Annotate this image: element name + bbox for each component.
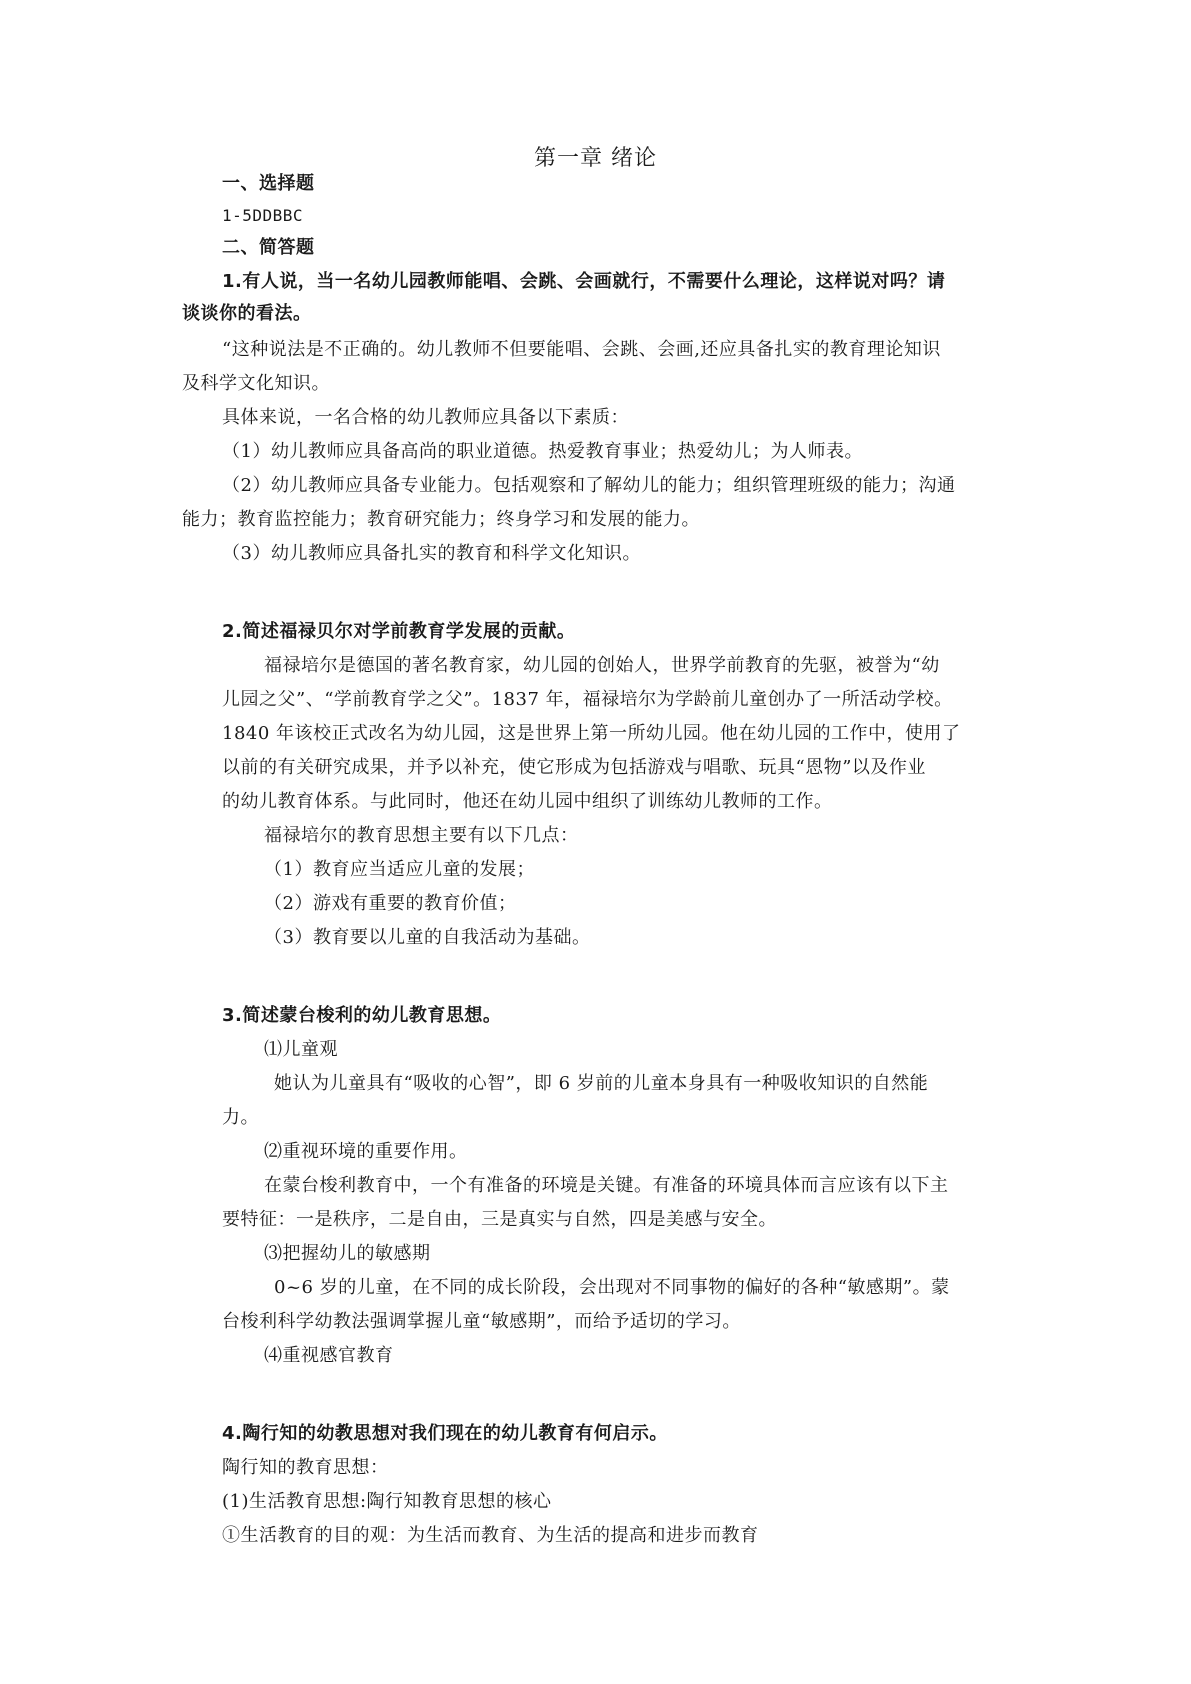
chapter-title: 第一章 绪论 bbox=[534, 146, 657, 171]
q1-paragraph2: 具体来说，一名合格的幼儿教师应具备以下素质： bbox=[222, 407, 629, 428]
q2-paragraph1-line5: 的幼儿教育体系。与此同时，他还在幼儿园中组织了训练幼儿教师的工作。 bbox=[222, 791, 833, 812]
section-heading-short-answer: 二、简答题 bbox=[222, 237, 315, 258]
q3-heading2: ⑵重视环境的重要作用。 bbox=[264, 1141, 468, 1162]
q1-item2-line2: 能力；教育监控能力；教育研究能力；终身学习和发展的能力。 bbox=[182, 509, 700, 530]
q1-paragraph1-line2: 及科学文化知识。 bbox=[182, 373, 330, 394]
q3-heading2-text-line1: 在蒙台梭利教育中，一个有准备的环境是关键。有准备的环境具体而言应该有以下主 bbox=[264, 1175, 949, 1196]
q3-heading4: ⑷重视感官教育 bbox=[264, 1345, 394, 1366]
q3-heading1-text-line1: 她认为儿童具有“吸收的心智”，即 6 岁前的儿童本身具有一种吸收知识的自然能 bbox=[274, 1073, 929, 1094]
q2-paragraph1-line2: 儿园之父”、“学前教育学之父”。1837 年，福禄培尔为学龄前儿童创办了一所活动学校。 bbox=[222, 689, 953, 710]
q3-heading3-text-line2: 台梭利科学幼教法强调掌握儿童“敏感期”，而给予适切的学习。 bbox=[222, 1311, 741, 1332]
q1-item2-line1: （2）幼儿教师应具备专业能力。包括观察和了解幼儿的能力；组织管理班级的能力；沟通 bbox=[222, 475, 956, 496]
q1-item3: （3）幼儿教师应具备扎实的教育和科学文化知识。 bbox=[222, 543, 641, 564]
q1-paragraph1-line1: “这种说法是不正确的。幼儿教师不但要能唱、会跳、会画,还应具备扎实的教育理论知识 bbox=[222, 339, 941, 360]
q2-paragraph2: 福禄培尔的教育思想主要有以下几点： bbox=[264, 825, 579, 846]
q4-item1-sub1: ①生活教育的目的观：为生活而教育、为生活的提高和进步而教育 bbox=[222, 1525, 759, 1546]
q2-paragraph1-line1: 福禄培尔是德国的著名教育家，幼儿园的创始人，世界学前教育的先驱，被誉为“幼 bbox=[264, 655, 940, 676]
q3-heading1: ⑴儿童观 bbox=[264, 1039, 338, 1060]
q2-paragraph1-line3: 1840 年该校正式改名为幼儿园，这是世界上第一所幼儿园。他在幼儿园的工作中，使用了 bbox=[222, 723, 961, 744]
q3-question: 3.简述蒙台梭利的幼儿教育思想。 bbox=[222, 1005, 502, 1026]
q4-paragraph1: 陶行知的教育思想： bbox=[222, 1457, 389, 1478]
q3-heading1-text-line2: 力。 bbox=[222, 1107, 259, 1128]
q1-item1: （1）幼儿教师应具备高尚的职业道德。热爱教育事业；热爱幼儿；为人师表。 bbox=[222, 441, 863, 462]
q3-heading3: ⑶把握幼儿的敏感期 bbox=[264, 1243, 431, 1264]
q2-paragraph1-line4: 以前的有关研究成果，并予以补充，使它形成为包括游戏与唱歌、玩具“恩物”以及作业 bbox=[222, 757, 926, 778]
q3-heading3-text-line1: 0~6 岁的儿童，在不同的成长阶段，会出现对不同事物的偏好的各种“敏感期”。蒙 bbox=[274, 1277, 950, 1298]
q2-item3: （3）教育要以儿童的自我活动为基础。 bbox=[264, 927, 591, 948]
q2-item1: （1）教育应当适应儿童的发展； bbox=[264, 859, 535, 880]
section-heading-choice: 一、选择题 bbox=[222, 173, 315, 194]
q1-question-line2: 谈谈你的看法。 bbox=[182, 303, 312, 324]
choice-answers: 1-5DDBBC bbox=[222, 206, 304, 225]
q1-question-line1: 1.有人说，当一名幼儿园教师能唱、会跳、会画就行，不需要什么理论，这样说对吗？请 bbox=[222, 271, 946, 292]
q4-question: 4.陶行知的幼教思想对我们现在的幼儿教育有何启示。 bbox=[222, 1423, 668, 1444]
q3-heading2-text-line2: 要特征：一是秩序，二是自由，三是真实与自然，四是美感与安全。 bbox=[222, 1209, 777, 1230]
q4-item1: (1)生活教育思想:陶行知教育思想的核心 bbox=[222, 1491, 552, 1512]
q2-question: 2.简述福禄贝尔对学前教育学发展的贡献。 bbox=[222, 621, 576, 642]
q2-item2: （2）游戏有重要的教育价值； bbox=[264, 893, 517, 914]
